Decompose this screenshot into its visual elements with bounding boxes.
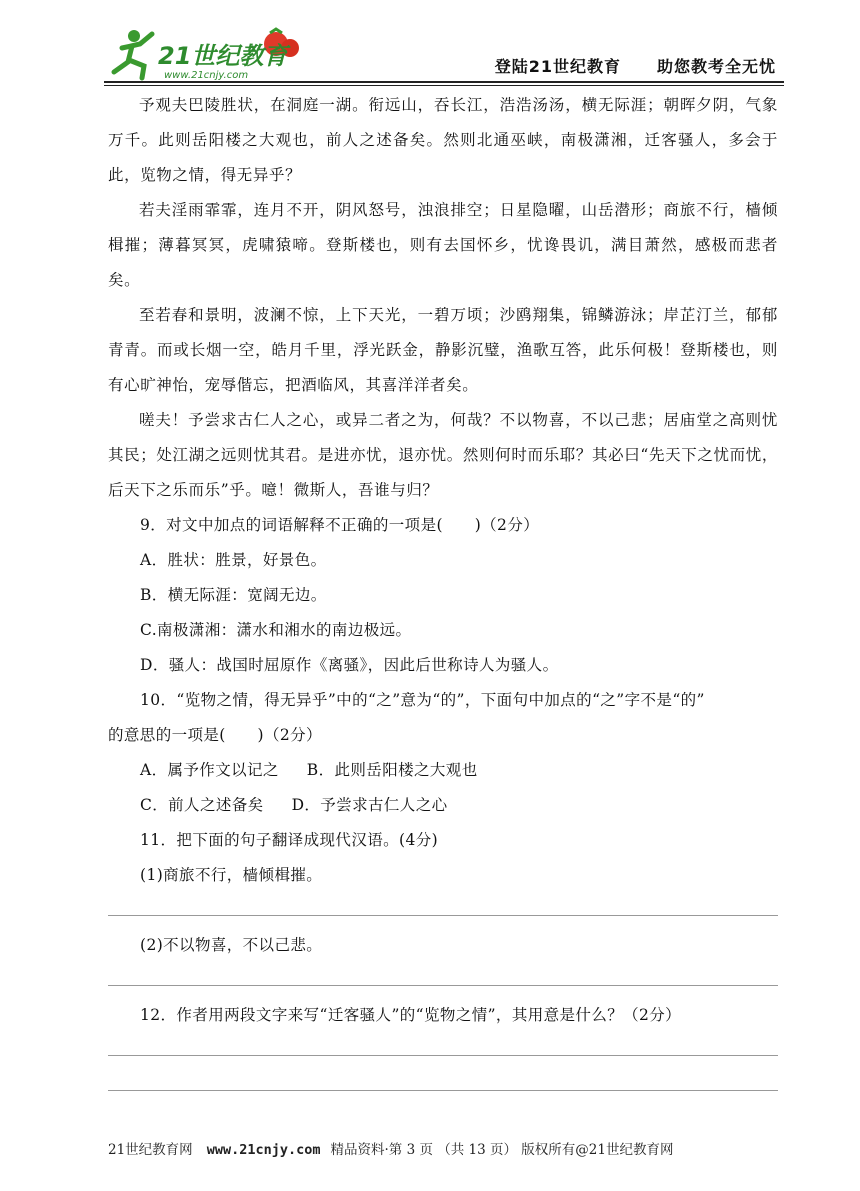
header-rule-thin [104,85,784,86]
question-10-options-row-2 [108,788,778,823]
logo-text: 21世纪教育 [158,42,288,70]
footer-url[interactable]: www.21cnjy.com [206,1142,321,1158]
footer-site-name: 21世纪教育网 [108,1142,193,1158]
question-11-item-1: (1)商旅不行，樯倾楫摧。 [140,866,323,884]
page-header [104,26,784,84]
question-9-stem: 9．对文中加点的词语解释不正确的一项是( )（2分） [140,516,540,534]
question-10-option-c: C．前人之述备矣 [140,796,264,814]
footer-page-info: 精品资料·第 3 页 （共 13 页） 版权所有@21世纪教育网 [330,1142,674,1158]
question-11-item-2: (2)不以物喜，不以己悲。 [140,936,323,954]
site-logo[interactable] [104,26,304,82]
logo-url: www.21cnjy.com [164,70,249,81]
slogan-left: 登陆21世纪教育 [494,57,621,76]
question-10-option-b: B．此则岳阳楼之大观也 [306,761,478,779]
question-9-option-b: B．横无际涯：宽阔无边。 [140,586,327,604]
page-content [108,88,778,1103]
header-slogan [495,54,776,77]
question-9-option-c: C.南极潇湘：潇水和湘水的南边极远。 [140,621,412,639]
question-10-option-d: D．予尝求古仁人之心 [291,796,448,814]
passage-paragraph-1: 予观夫巴陵胜状，在洞庭一湖。衔远山，吞长江，浩浩汤汤，横无际涯；朝晖夕阴，气象万千。此则岳阳楼之大观也，前人之述备矣。然则北通巫峡，南极潇湘，迁客骚人，多会于此，览物之情，得无异乎？ [108,96,778,184]
question-10-option-a: A．属予作文以记之 [140,761,279,779]
question-10-stem-line-2: 的意思的一项是( )（2分） [108,726,322,744]
answer-line-12-1[interactable] [108,1033,778,1068]
question-10-stem-line-1: 10．“览物之情，得无异乎”中的“之”意为“的”，下面句中加点的“之”字不是“的” [140,691,705,709]
answer-line-11-1[interactable] [108,893,778,928]
passage-paragraph-4: 嗟夫！予尝求古仁人之心，或异二者之为，何哉？不以物喜，不以己悲；居庙堂之高则忧其民；处江湖之远则忧其君。是进亦忧，退亦忧。然则何时而乐耶？其必曰“先天下之忧而忧，后天下之乐而乐”乎。噫！微斯人，吾谁与归？ [108,411,778,499]
question-10-options-row-1 [108,753,778,788]
passage-paragraph-2: 若夫淫雨霏霏，连月不开，阴风怒号，浊浪排空；日星隐曜，山岳潜形；商旅不行，樯倾楫摧；薄暮冥冥，虎啸猿啼。登斯楼也，则有去国怀乡，忧谗畏讥，满目萧然，感极而悲者矣。 [108,201,778,289]
page-footer [108,1138,673,1158]
answer-line-12-2[interactable] [108,1068,778,1103]
answer-line-11-2[interactable] [108,963,778,998]
question-12-stem: 12．作者用两段文字来写“迁客骚人”的“览物之情”，其用意是什么？（2分） [140,1006,682,1024]
passage-paragraph-3: 至若春和景明，波澜不惊，上下天光，一碧万顷；沙鸥翔集，锦鳞游泳；岸芷汀兰，郁郁青青。而或长烟一空，皓月千里，浮光跃金，静影沉璧，渔歌互答，此乐何极！登斯楼也，则有心旷神怡，宠辱偕忘，把酒临风，其喜洋洋者矣。 [108,306,778,394]
question-9-option-a: A．胜状：胜景，好景色。 [140,551,327,569]
slogan-right: 助您教考全无忧 [656,57,776,76]
header-rule [104,81,784,83]
question-11-stem: 11．把下面的句子翻译成现代汉语。(4分) [140,831,439,849]
question-9-option-d: D．骚人：战国时屈原作《离骚》，因此后世称诗人为骚人。 [140,656,559,674]
running-figure-icon [114,30,152,78]
